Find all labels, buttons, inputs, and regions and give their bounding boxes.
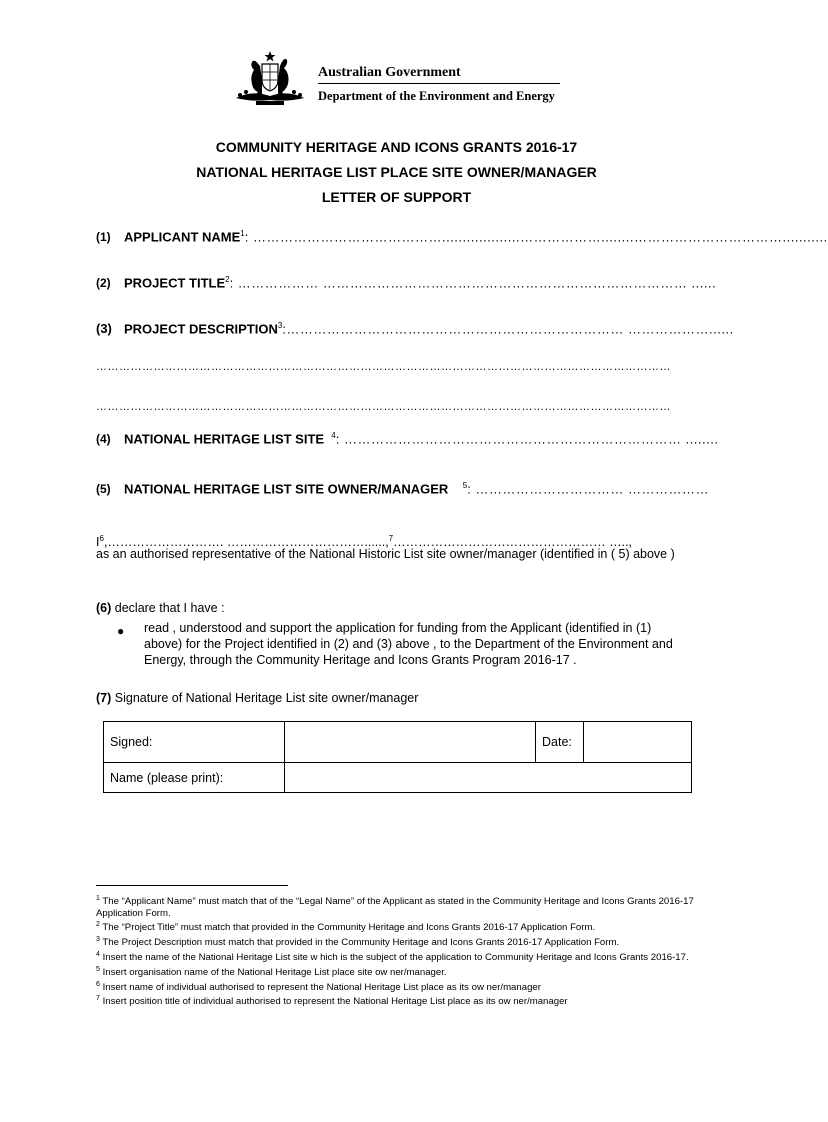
declaration-prefix: I xyxy=(96,535,100,550)
print-name-label: Name (please print): xyxy=(104,763,285,793)
item-number: (6) xyxy=(96,601,112,615)
project-title-field[interactable] xyxy=(96,275,717,291)
field-label: NATIONAL HERITAGE LIST SITE OWNER/MANAGER xyxy=(124,481,449,497)
signature-table xyxy=(103,721,692,793)
position-fill-line[interactable]: …………………………………………… ….., xyxy=(393,535,633,550)
coat-of-arms-icon xyxy=(232,50,308,108)
field-label: APPLICANT NAME xyxy=(124,229,241,245)
signature-heading xyxy=(96,691,696,706)
footnote: $^6$ Insert name of individual authorised to represent the National Heritage List place as its ow ner/manager xyxy=(96,980,541,993)
heritage-site-field[interactable] xyxy=(96,431,719,447)
footnote: $^5$ Insert organisation name of the National Heritage List place site ow ner/manager. xyxy=(96,965,447,978)
footnote-ref: 3 xyxy=(277,321,283,330)
field-number: (5) xyxy=(96,482,111,497)
print-name-cell[interactable] xyxy=(285,763,692,793)
fill-line[interactable]: : ……………… ……………………………………………………………………… ...... xyxy=(229,275,717,291)
footnote-ref: 7 xyxy=(388,534,394,543)
header-divider xyxy=(318,83,560,84)
footnote-ref: 2 xyxy=(225,275,230,284)
fill-line[interactable]: :………………………………………………………………… ………………...... xyxy=(282,321,734,337)
item-text: Signature of National Heritage List site owner/manager xyxy=(114,691,419,705)
description-line[interactable]: …………………………………………………………………………………………………………………………………… xyxy=(96,361,671,373)
footnote: $^7$ Insert position title of individual authorised to represent the National Heritage List place as its ow ner/manager xyxy=(96,995,568,1008)
footnote-ref: 5 xyxy=(462,481,468,490)
signature-cell[interactable] xyxy=(285,722,536,763)
field-label: PROJECT TITLE xyxy=(124,275,226,291)
representative-statement: as an authorised representative of the National Historic List site owner/manager (identified in ( 5) above ) xyxy=(96,547,675,561)
title-line-2: NATIONAL HERITAGE LIST PLACE SITE OWNER/MANAGER xyxy=(196,164,597,180)
declaration-heading xyxy=(96,601,696,616)
bullet-icon: ● xyxy=(117,624,125,638)
footnote-ref: 1 xyxy=(240,229,245,238)
declaration-bullet: read , understood and support the application for funding from the Applicant (identified in (1) above) for the Project identified in (2) and (3) above , to the Department of the Environment and Energy, through the Community Heritage and Icons Grants Program 2016-17 . xyxy=(144,621,673,667)
name-fill-line[interactable]: ,………………………. ……………………………......, xyxy=(103,535,389,550)
date-cell[interactable] xyxy=(584,722,692,763)
footnote: $^2$ The “Project Title” must match that provided in the Community Heritage and Icons Grants 2016-17 Application Form. xyxy=(96,921,596,934)
field-number: (3) xyxy=(96,321,112,337)
item-number: (7) xyxy=(96,691,112,705)
item-text: declare that I have : xyxy=(114,601,225,615)
field-number: (1) xyxy=(96,230,111,245)
site-owner-field[interactable] xyxy=(96,481,710,497)
field-number: (2) xyxy=(96,276,111,291)
signed-label: Signed: xyxy=(104,722,285,763)
department-name: Department of the Environment and Energy xyxy=(318,89,555,103)
footnotes xyxy=(96,893,696,1008)
footnote-divider xyxy=(96,885,288,886)
description-line[interactable]: …………………………………………………………………………………………………………………………………… xyxy=(96,401,671,413)
project-description-field[interactable] xyxy=(96,321,734,337)
government-name: Australian Government xyxy=(318,65,461,80)
field-number: (4) xyxy=(96,432,111,447)
field-label: PROJECT DESCRIPTION xyxy=(124,321,278,337)
title-line-3: LETTER OF SUPPORT xyxy=(321,189,472,205)
field-label: NATIONAL HERITAGE LIST SITE xyxy=(124,431,325,447)
fill-line[interactable]: : …………………………… ……………… xyxy=(467,481,710,497)
government-logo xyxy=(232,50,562,108)
date-label: Date: xyxy=(536,722,584,763)
footnote: $^1$ The “Applicant Name” must match that of the “Legal Name” of the Applicant as stated in the Community Heritage and Icons Grants 2016-17 Application Form. xyxy=(96,895,694,919)
footnote-ref: 6 xyxy=(99,534,104,543)
footnote: $^4$ Insert the name of the National Heritage List site w hich is the subject of the application to Community Heritage and Icons Grants 2016-17. xyxy=(96,950,689,964)
applicant-name-field[interactable] xyxy=(96,229,828,245)
title-line-1: COMMUNITY HERITAGE AND ICONS GRANTS 2016-17 xyxy=(215,139,578,155)
footnote-ref: 4 xyxy=(331,431,336,440)
footnote: $^3$ The Project Description must match that provided in the Community Heritage and Icons Grants 2016-17 Application Form. xyxy=(96,936,620,949)
fill-line[interactable]: : ………………………………………………………………… ........ xyxy=(335,431,719,447)
fill-line[interactable]: : ……………………………………...................………………........……………………………........... xyxy=(244,229,828,245)
